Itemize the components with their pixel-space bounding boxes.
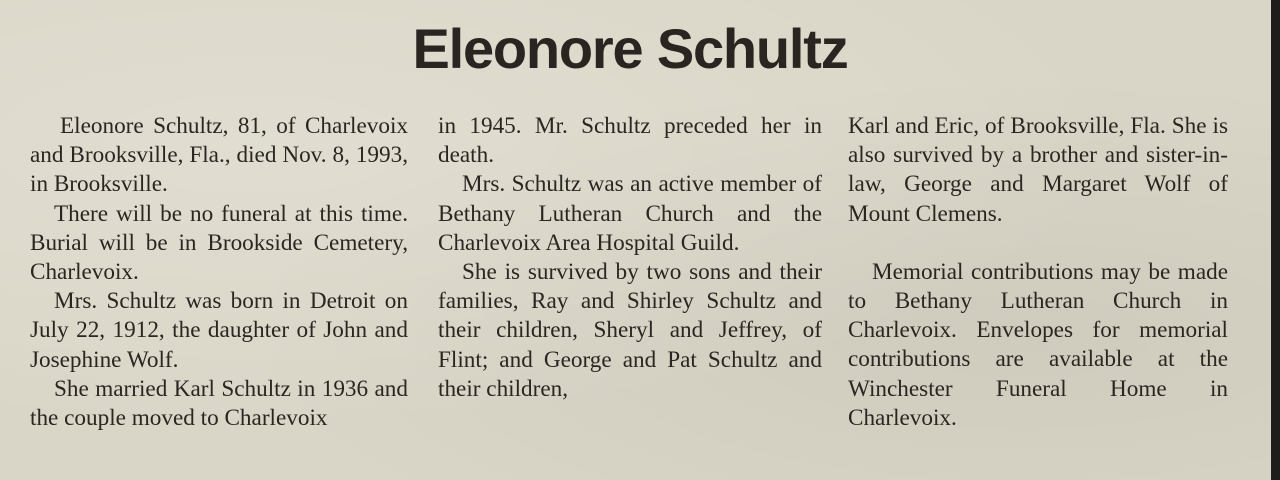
- text-column-3: [848, 112, 1228, 433]
- paragraph: There will be no funeral at this time. Burial will be in Brookside Cemetery, Charlevoix.: [30, 200, 408, 286]
- paragraph: Mrs. Schultz was an active member of Bethany Lutheran Church and the Charlevoix Area Hospital Guild.: [438, 171, 822, 256]
- text-column-2: [438, 112, 822, 404]
- paragraph: She married Karl Schultz in 1936 and the couple moved to Charlevoix: [30, 375, 408, 432]
- paragraph: Eleonore Schultz, 81, of Charlevoix and Brooksville, Fla., died Nov. 8, 1993, in Brooksville.: [30, 113, 408, 198]
- text-column-1: [30, 112, 408, 433]
- paragraph: in 1945. Mr. Schultz preceded her in death.: [438, 113, 822, 169]
- obituary-headline: Eleonore Schultz: [412, 17, 848, 80]
- paragraph: Karl and Eric, of Brooksville, Fla. She is also survived by a brother and sister-in-law, George and Margaret Wolf of Mount Clemens.: [848, 113, 1228, 227]
- paragraph: Memorial contributions may be made to Bethany Lutheran Church in Charlevoix. Envelopes for memorial contributions are available at the Winchester Funeral Home in Charlevoix.: [848, 258, 1228, 431]
- paragraph: Mrs. Schultz was born in Detroit on July 22, 1912, the daughter of John and Josephine Wolf.: [30, 288, 408, 373]
- page-edge-shadow: [1271, 0, 1280, 480]
- paragraph: She is survived by two sons and their families, Ray and Shirley Schultz and their children, Sheryl and Jeffrey, of Flint; and George and Pat Schultz and their children,: [438, 259, 822, 402]
